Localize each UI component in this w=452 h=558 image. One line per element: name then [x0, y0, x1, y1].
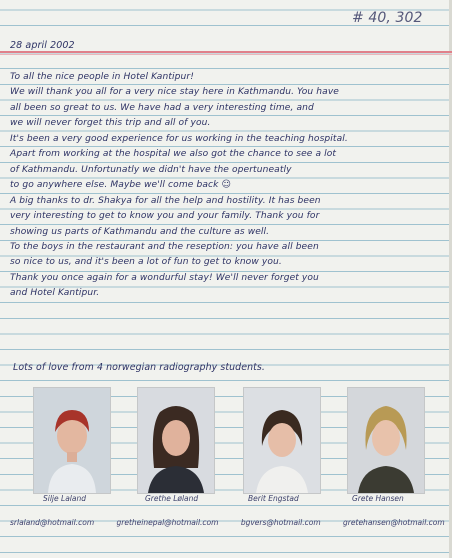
portrait-image [34, 388, 110, 493]
letter-line: very interesting to get to know you and your family. Thank you for [10, 211, 320, 222]
student-name: Grete Hansen [352, 494, 404, 503]
student-photo [33, 387, 111, 494]
margin-line [0, 51, 452, 53]
letter-line: Apart from working at the hospital we also got the chance to see a lot [10, 149, 337, 160]
portrait-image [244, 388, 320, 493]
letter-line: To all the nice people in Hotel Kantipur! [10, 72, 194, 82]
letter-line: showing us parts of Kathmandu and the culture as well. [10, 226, 270, 237]
student-email: bgvers@hotmail.com [240, 518, 321, 527]
portrait-image [348, 388, 424, 493]
letter-line: of Kathmandu. Unfortunatly we didn't have the opertuneatly [10, 164, 292, 175]
margin-line-secondary [0, 54, 452, 55]
page-reference-number: # 40, 302 [352, 10, 423, 26]
letter-date: 28 april 2002 [10, 40, 75, 51]
portrait-image [138, 388, 214, 493]
letter-line: so nice to us, and it's been a lot of fun to get to know you. [10, 257, 282, 268]
student-name: Silje Laland [43, 494, 86, 503]
letter-line: all been so great to us. We have had a very interesting time, and [10, 102, 314, 113]
letter-line: and Hotel Kantipur. [10, 288, 100, 299]
letter-line: A big thanks to dr. Shakya for all the help and hostility. It has been [10, 195, 321, 206]
letter-body [10, 70, 442, 302]
letter-line: to go anywhere else. Maybe we'll come back ☺ [10, 180, 232, 191]
email-list [10, 518, 452, 527]
student-name: Grethe Løland [145, 494, 199, 503]
student-email: gretehansen@hotmail.com [343, 518, 445, 527]
student-email: gretheinepal@hotmail.com [116, 518, 219, 527]
letter-line: we will never forget this trip and all of you. [10, 118, 211, 129]
letter-line: It's been a very good experience for us working in the teaching hospital. [10, 133, 348, 144]
letter-line: We will thank you all for a very nice stay here in Kathmandu. You have [10, 87, 339, 98]
student-photo [347, 387, 425, 494]
letter-line: To the boys in the restaurant and the reseption: you have all been [10, 241, 319, 252]
student-email: srlaland@hotmail.com [10, 518, 95, 527]
letter-line: Thank you once again for a wondurful stay! We'll never forget you [10, 272, 319, 283]
student-photo [137, 387, 215, 494]
letter-signoff: Lots of love from 4 norwegian radiography students. [13, 362, 265, 373]
student-name: Berit Engstad [248, 494, 299, 503]
student-photo [243, 387, 321, 494]
